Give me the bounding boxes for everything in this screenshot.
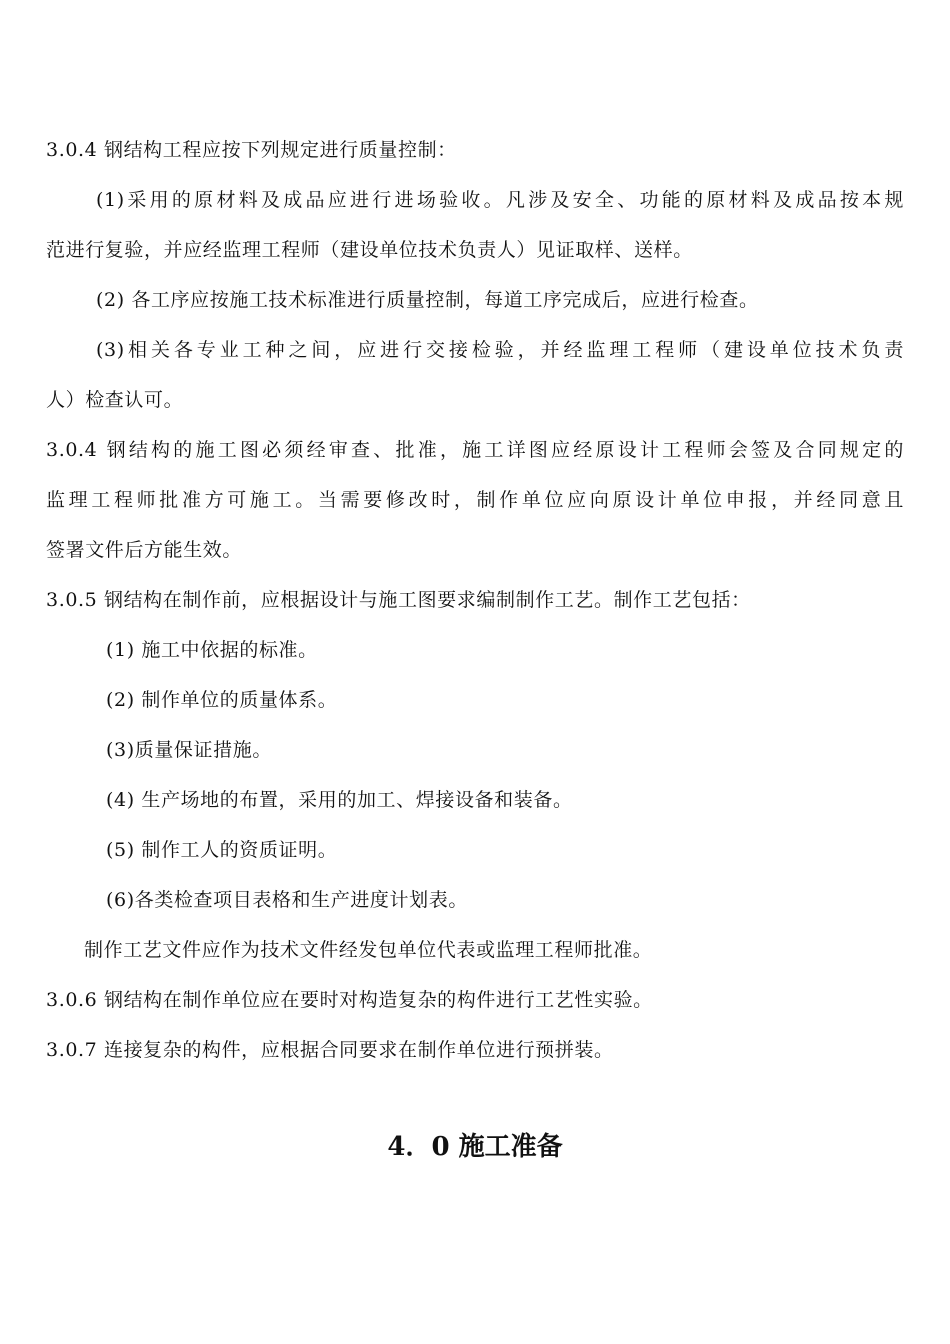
clause-3-0-4-drawings-line-2: 监理工程师批准方可施工。当需要修改时，制作单位应向原设计单位申报，并经同意且 [46,489,904,511]
process-item-4: (4) 生产场地的布置，采用的加工、焊接设备和装备。 [106,789,573,811]
clause-3-0-4-title: 3.0.4 钢结构工程应按下列规定进行质量控制： [46,139,457,161]
clause-3-0-7: 3.0.7 连接复杂的构件，应根据合同要求在制作单位进行预拼装。 [46,1039,614,1061]
clause-item-3-line-2: 人）检查认可。 [46,389,184,411]
clause-item-3-line-1: (3)相关各专业工种之间，应进行交接检验，并经监理工程师（建设单位技术负责 [96,339,904,361]
process-item-5: (5) 制作工人的资质证明。 [106,839,338,861]
clause-item-1-line-2: 范进行复验，并应经监理工程师（建设单位技术负责人）见证取样、送样。 [46,239,693,261]
clause-3-0-5: 3.0.5 钢结构在制作前，应根据设计与施工图要求编制制作工艺。制作工艺包括： [46,589,751,611]
clause-3-0-4-drawings-line-1: 3.0.4 钢结构的施工图必须经审查、批准，施工详图应经原设计工程师会签及合同规定的 [46,439,904,461]
clause-item-2: (2) 各工序应按施工技术标准进行质量控制，每道工序完成后，应进行检查。 [96,289,759,311]
process-item-3: (3)质量保证措施。 [106,739,272,761]
process-approval-note: 制作工艺文件应作为技术文件经发包单位代表或监理工程师批准。 [84,939,653,961]
clause-3-0-4-drawings-line-3: 签署文件后方能生效。 [46,539,243,561]
clause-item-1-line-1: (1)采用的原材料及成品应进行进场验收。凡涉及安全、功能的原材料及成品按本规 [96,189,904,211]
process-item-1: (1) 施工中依据的标准。 [106,639,318,661]
process-item-6: (6)各类检查项目表格和生产进度计划表。 [106,889,468,911]
clause-3-0-6: 3.0.6 钢结构在制作单位应在要时对构造复杂的构件进行工艺性实验。 [46,989,653,1011]
process-item-2: (2) 制作单位的质量体系。 [106,689,338,711]
section-heading: 4．0 施工准备 [387,1132,563,1162]
